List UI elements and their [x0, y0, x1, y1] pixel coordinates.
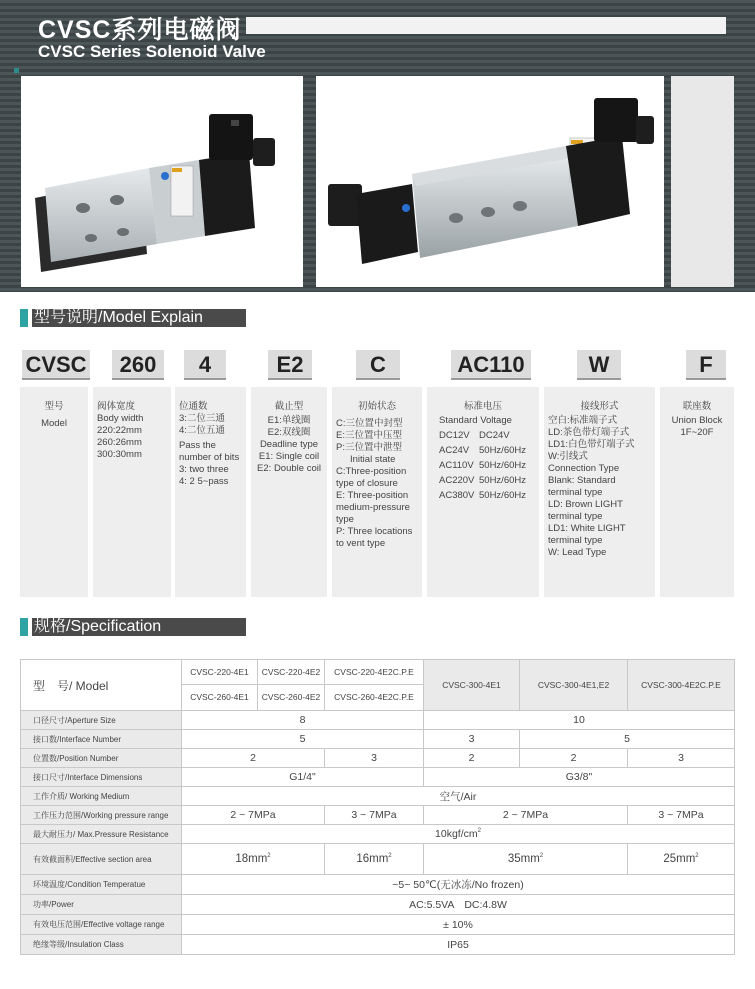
spec-value: 3 [325, 749, 424, 768]
model-cell: CVSC-300-4E2C.P.E [628, 660, 735, 711]
row-label: 工作压力范围/Working pressure range [21, 806, 182, 825]
col-line: W: Lead Type [548, 547, 607, 558]
voltage-type: DC12V [439, 430, 470, 441]
product-photo-single-coil [21, 76, 303, 287]
code-initial-state: C [356, 350, 400, 380]
page-title-en: CVSC Series Solenoid Valve [38, 42, 266, 61]
row-label: 最大耐压力/ Max.Pressure Resistance [21, 825, 182, 844]
col-title: 位通数 [179, 401, 208, 412]
col-line: W:引线式 [548, 451, 588, 462]
col-line: 220:22mm [97, 425, 142, 436]
explain-col-coil [251, 387, 327, 597]
model-cell: CVSC-300-4E1 [424, 660, 520, 711]
col-line: Body width [97, 413, 144, 424]
specification-table [20, 659, 735, 955]
code-connection: W [577, 350, 621, 380]
col-line: number of bits [179, 452, 240, 463]
explain-col-initial-state [332, 387, 422, 597]
spec-value: $18mm^2$ [182, 844, 325, 875]
code-voltage: AC110 [451, 350, 531, 380]
table-row-medium [21, 787, 735, 806]
col-line: P: Three locations to vent type [336, 526, 413, 549]
col-line: LD: Brown LIGHT terminal type [548, 499, 623, 522]
voltage-list [431, 430, 535, 502]
col-title: 截止型 [274, 401, 304, 412]
title-bar-decoration [246, 17, 726, 34]
col-title: 型号 [44, 401, 64, 412]
spec-value: 2 [520, 749, 628, 768]
spec-value: 2 ~ 7MPa [424, 806, 628, 825]
model-header-label: 型 号/ Model [21, 660, 182, 711]
row-label: 有效截面积/Effective section area [21, 844, 182, 875]
spec-value: 8 [182, 711, 424, 730]
col-line: 4:二位五通 [179, 425, 225, 436]
table-row-voltage-range [21, 915, 735, 935]
col-line: E2: Double coil [257, 463, 321, 474]
col-subtitle: Standard Voltage [439, 415, 512, 426]
col-line: E:三位置中压型 [336, 430, 402, 441]
col-line: LD1: White LIGHT terminal type [548, 523, 626, 546]
section-marker [20, 309, 28, 327]
col-title: 阀体宽度 [97, 401, 136, 412]
table-row-aperture [21, 711, 735, 730]
row-label: 工作介质/ Working Medium [21, 787, 182, 806]
col-line: LD1:白色带灯端子式 [548, 439, 635, 450]
col-line: LD:茶色带灯端子式 [548, 427, 630, 438]
voltage-type: AC220V [439, 475, 475, 486]
spec-value: 3 ~ 7MPa [325, 806, 424, 825]
voltage-freq: 50Hz/60Hz [479, 460, 526, 471]
col-line: P:三位置中泄型 [336, 442, 402, 453]
col-line: C:三位置中封型 [336, 418, 403, 429]
row-label: 功率/Power [21, 895, 182, 915]
col-line: 260:26mm [97, 437, 142, 448]
col-line: E1:单线圈 [267, 415, 311, 426]
col-line: Pass the [179, 440, 216, 451]
spec-value: $25mm^2$ [628, 844, 735, 875]
col-title: 联座数 [682, 401, 712, 412]
voltage-freq: 50Hz/60Hz [479, 445, 526, 456]
col-line: Blank: Standard terminal type [548, 475, 616, 498]
voltage-type: AC110V [439, 460, 474, 471]
spec-value: 5 [182, 730, 424, 749]
product-photo-placeholder [671, 76, 734, 287]
spec-value: 空气/Air [182, 787, 735, 806]
spec-value: 3 ~ 7MPa [628, 806, 735, 825]
section-title-specification: 规格/Specification [32, 618, 246, 636]
spec-value: $10kgf/cm^2$ [182, 825, 735, 844]
row-label: 口径尺寸/Aperture Size [21, 711, 182, 730]
col-line: 300:30mm [97, 449, 142, 460]
model-cell: CVSC-220-4E1 CVSC-260-4E1 [182, 660, 258, 711]
code-position: 4 [184, 350, 226, 380]
model-cell: CVSC-220-4E2C.P.E CVSC-260-4E2C.P.E [325, 660, 424, 711]
code-body-width: 260 [112, 350, 164, 380]
header-band [0, 0, 755, 292]
explain-col-body-width [93, 387, 171, 597]
spec-value: 3 [628, 749, 735, 768]
table-row-temperature [21, 875, 735, 895]
spec-value: 5 [520, 730, 735, 749]
spec-value: AC:5.5VA DC:4.8W [182, 895, 735, 915]
model-explain-columns [0, 387, 755, 597]
page-title-cn: CVSC系列电磁阀 [38, 16, 242, 44]
spec-value: IP65 [182, 935, 735, 955]
spec-value: 2 ~ 7MPa [182, 806, 325, 825]
col-line: 3: two three [179, 464, 229, 475]
table-row-pressure [21, 806, 735, 825]
code-series: CVSC [22, 350, 90, 380]
spec-value: 2 [424, 749, 520, 768]
col-line: C:Three-position type of closure [336, 466, 407, 489]
col-line: E: Three-position medium-pressure type [336, 490, 410, 525]
spec-value: $35mm^2$ [424, 844, 628, 875]
voltage-freq: 50Hz/60Hz [479, 475, 526, 486]
col-title: 接线形式 [580, 401, 619, 412]
col-line: Connection Type [548, 463, 620, 474]
col-title: 标准电压 [463, 401, 502, 412]
explain-col-connection [544, 387, 655, 597]
code-coil: E2 [268, 350, 312, 380]
valve-single-coil-illustration [21, 76, 303, 287]
spec-value: 2 [182, 749, 325, 768]
explain-col-union-block [660, 387, 734, 597]
voltage-type: AC380V [439, 490, 475, 501]
spec-value: 10 [424, 711, 735, 730]
col-line: Model [41, 418, 67, 429]
product-photo-double-coil [316, 76, 664, 287]
row-label: 绝缘等级/Insulation Class [21, 935, 182, 955]
model-cell: CVSC-220-4E2 CVSC-260-4E2 [258, 660, 325, 711]
col-line: 3:二位三通 [179, 413, 225, 424]
voltage-freq: DC24V [479, 430, 510, 441]
model-cell: CVSC-300-4E1,E2 [520, 660, 628, 711]
table-row-dimensions [21, 768, 735, 787]
table-row-position [21, 749, 735, 768]
col-line: Initial state [350, 454, 396, 465]
table-row-max-pressure [21, 825, 735, 844]
section-marker [20, 618, 28, 636]
col-line: Deadline type [259, 439, 319, 450]
row-label: 位置数/Position Number [21, 749, 182, 768]
col-line: E1: Single coil [258, 451, 320, 462]
table-row-interface [21, 730, 735, 749]
explain-col-model [20, 387, 88, 597]
spec-value: ~5~ 50℃(无冰冻/No frozen) [182, 875, 735, 895]
row-label: 接口数/Interface Number [21, 730, 182, 749]
voltage-freq: 50Hz/60Hz [479, 490, 526, 501]
code-union-block: F [686, 350, 726, 380]
col-line: E2:双线圈 [267, 427, 311, 438]
table-row-section-area [21, 844, 735, 875]
spec-value: G3/8" [424, 768, 735, 787]
row-label: 环境温度/Condition Temperatue [21, 875, 182, 895]
table-row-models [21, 660, 735, 711]
spec-value: 3 [424, 730, 520, 749]
spec-value: $16mm^2$ [325, 844, 424, 875]
table-row-power [21, 895, 735, 915]
spec-value: G1/4" [182, 768, 424, 787]
table-row-insulation [21, 935, 735, 955]
row-label: 接口尺寸/Interface Dimensions [21, 768, 182, 787]
section-title-model-explain: 型号说明/Model Explain [32, 309, 246, 327]
explain-col-position [175, 387, 246, 597]
col-line: 空白:标准端子式 [548, 415, 618, 426]
col-line: Union Block [671, 415, 723, 426]
col-line: 4: 2 5~pass [179, 476, 229, 487]
header-mark-decoration [14, 68, 19, 73]
col-title: 初始状态 [357, 401, 396, 412]
valve-double-coil-illustration [316, 76, 664, 287]
spec-value: ± 10% [182, 915, 735, 935]
row-label: 有效电压范围/Effective voltage range [21, 915, 182, 935]
col-line: 1F~20F [680, 427, 714, 438]
voltage-type: AC24V [439, 445, 470, 456]
explain-col-voltage [427, 387, 539, 597]
model-code-row [0, 350, 755, 382]
